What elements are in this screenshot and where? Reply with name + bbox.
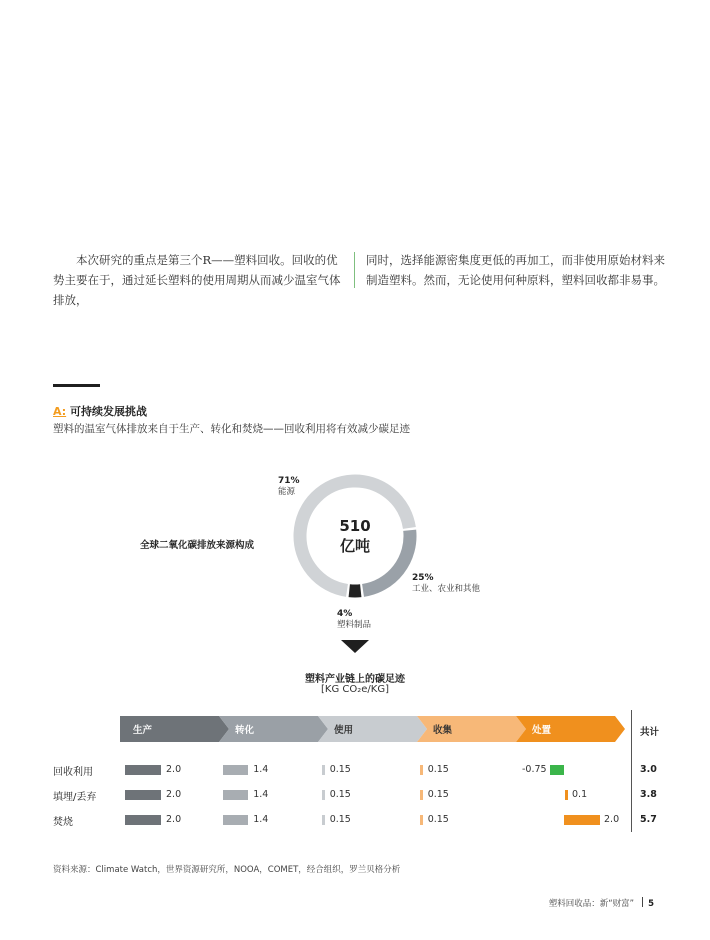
bar-value-2-0: 2.0: [166, 814, 182, 825]
stage-label-2: 使用: [334, 725, 354, 736]
bar-value-0-4: -0.75: [522, 764, 547, 775]
plastics-pct: 4%: [337, 609, 353, 619]
stage-label-3: 收集: [433, 725, 453, 736]
bar-value-2-3: 0.15: [427, 814, 449, 825]
bar-1-0: [125, 790, 161, 800]
stage-label-4: 处置: [532, 725, 552, 736]
bar-1-2: [322, 790, 325, 800]
bar-0-3: [420, 765, 423, 775]
bar-0-0: [125, 765, 161, 775]
bar-value-0-2: 0.15: [329, 764, 351, 775]
bar-0-4: [550, 765, 564, 775]
chain-title: 塑料产业链上的碳足迹: [305, 674, 405, 685]
donut-center-unit: 亿吨: [339, 537, 370, 555]
bar-1-3: [420, 790, 423, 800]
total-header: 共计: [640, 727, 660, 738]
page-footer: [549, 897, 654, 909]
page-number: 5: [648, 899, 654, 909]
bar-value-1-2: 0.15: [329, 789, 351, 800]
row-total-2: 5.7: [640, 814, 657, 825]
bar-2-2: [322, 815, 325, 825]
bar-2-3: [420, 815, 423, 825]
stage-label-0: 生产: [133, 725, 153, 736]
energy-name: 能源: [278, 487, 296, 497]
industry-pct: 25%: [412, 573, 434, 583]
total-divider: [631, 710, 632, 832]
intro-left-text: 本次研究的重点是第三个R——塑料回收。回收的优势主要在于，通过延长塑料的使用周期从而减少温室气体排放，: [53, 253, 341, 307]
energy-pct: 71%: [278, 476, 300, 486]
footer-text: 塑料回收品：新“财富”: [548, 899, 635, 909]
bar-value-0-1: 1.4: [253, 764, 269, 775]
donut-label: 全球二氧化碳排放来源构成: [140, 540, 255, 551]
bar-value-2-2: 0.15: [329, 814, 351, 825]
bar-1-4: [565, 790, 568, 800]
row-total-1: 3.8: [640, 789, 657, 800]
intro-right-text: 同时，选择能源密集度更低的再加工，而非使用原始材料来制造塑料。然而，无论使用何种原料，塑料回收都非易事。: [366, 253, 665, 287]
bar-0-1: [223, 765, 248, 775]
bar-value-2-1: 1.4: [253, 814, 269, 825]
row-label-2: 焚烧: [53, 817, 73, 828]
row-label-1: 填埋/丢弃: [53, 792, 97, 803]
section-letter: A:: [53, 405, 67, 418]
bar-1-1: [223, 790, 248, 800]
stage-label-1: 转化: [235, 725, 255, 736]
bar-value-1-1: 1.4: [253, 789, 269, 800]
row-label-0: 回收利用: [53, 767, 93, 778]
bar-value-0-3: 0.15: [427, 764, 449, 775]
bar-2-4: [564, 815, 600, 825]
bar-2-0: [125, 815, 161, 825]
bar-value-1-4: 0.1: [572, 789, 588, 800]
section-subtitle: 塑料的温室气体排放来自于生产、转化和焚烧——回收利用将有效减少碳足迹: [53, 423, 410, 435]
bar-value-2-4: 2.0: [604, 814, 620, 825]
bar-value-0-0: 2.0: [166, 764, 182, 775]
bar-value-1-0: 2.0: [166, 789, 182, 800]
bar-0-2: [322, 765, 325, 775]
footer-separator: [642, 897, 643, 907]
industry-name: 工业、农业和其他: [412, 584, 481, 594]
bar-value-1-3: 0.15: [427, 789, 449, 800]
source-note: 资料来源：Climate Watch，世界资源研究所，NOOA，COMET，经合组织，罗兰贝格分析: [53, 865, 401, 875]
donut-center-value: 510: [339, 517, 371, 535]
section-title-text: 可持续发展挑战: [69, 405, 147, 418]
bar-2-1: [223, 815, 248, 825]
chain-unit: [KG CO₂e/KG]: [321, 684, 389, 695]
row-total-0: 3.0: [640, 764, 657, 775]
plastics-name: 塑料制品: [337, 620, 372, 630]
